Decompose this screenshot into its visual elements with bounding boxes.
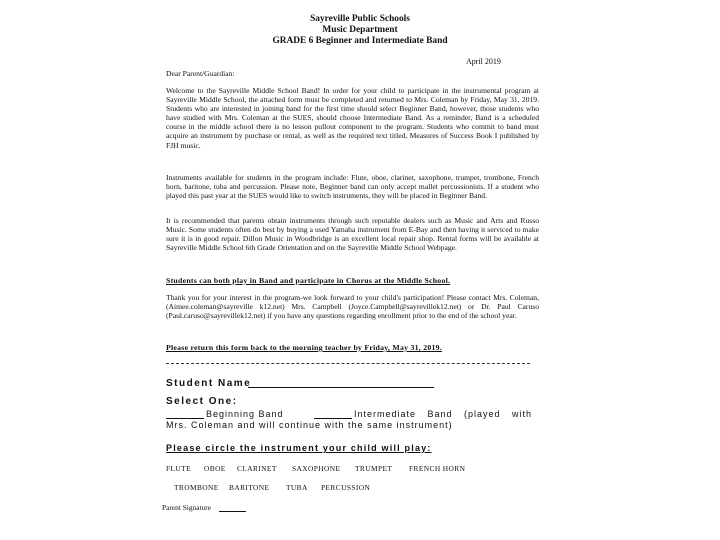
instrument-french-horn[interactable]: FRENCH HORN	[409, 464, 466, 473]
dealers-paragraph: It is recommended that parents obtain instruments through such reputable dealers such as Music and Arts and Russo Music. Some students often do best by buying a used Yamaha instrument from E-Bay and then having it serviced to make sure it is in good repair. Dillon Music in Woodbridge is an excellent local repair shop. Rental forms will be available at Sayreville Middle School 6th Grade Orientation and on the Sayreville Middle School Webpage.	[166, 216, 539, 253]
salutation: Dear Parent/Guardian:	[166, 69, 235, 78]
instrument-flute[interactable]: FLUTE	[166, 464, 191, 473]
instruments-paragraph: Instruments available for students in the program include: Flute, oboe, clarinet, saxophone, trumpet, trombone, French horn, baritone, tuba and percussion. Please note, Beginner band can only accept mallet percussionists. If a student who played this past year at the SUES would like to switch instruments, they will be placed in Beginner Band.	[166, 173, 539, 201]
chorus-note: Students can both play in Band and participate in Chorus at the Middle School.	[166, 276, 451, 285]
intermediate-band-option: Intermediate Band (played with Mrs. Coleman and will continue with the same instrument)	[166, 409, 532, 430]
parent-signature-field[interactable]	[219, 511, 246, 512]
department-name: Music Department	[322, 25, 398, 35]
school-name: Sayreville Public Schools	[310, 14, 410, 24]
select-one-label: Select One:	[166, 396, 238, 407]
instrument-percussion[interactable]: PERCUSSION	[321, 483, 371, 492]
contact-paragraph: Thank you for your interest in the program-we look forward to your child's participation! Please contact Mrs. Coleman, (Aimee.coleman@sayreville k12.net) Mrs. Campbell (Joyce.Campbell@sayrevillek12.net) or Dr. Paul Caruso (Paul.caruso@sayrevillek12.net) if you have any questions regarding enrollment prior to the end of the school year.	[166, 293, 539, 321]
instrument-oboe[interactable]: OBOE	[204, 464, 226, 473]
welcome-paragraph: Welcome to the Sayreville Middle School Band! In order for your child to participate in the instrumental program at Sayreville Middle School, the attached form must be completed and returned to Mrs. Coleman by Friday, May 31, 2019. Students who are interested in joining band for the first time should select Beginner Band, however, those students who have studied with Mrs. Coleman at the SUES, should choose Intermediate Band. As a reminder, Band is a scheduled course in the middle school there is no lesson pullout component to the program. Students who commit to band must acquire an instrument by purchase or rental, as well as the required text titled, Measures of Success Book I published by FJH music.	[166, 86, 539, 150]
cut-line	[166, 363, 530, 364]
return-note: Please return this form back to the morning teacher by Friday, May 31, 2019.	[166, 343, 442, 352]
circle-instruction: Please circle the instrument your child will play:	[166, 443, 432, 453]
instrument-trombone[interactable]: TROMBONE	[174, 483, 219, 492]
instrument-trumpet[interactable]: TRUMPET	[355, 464, 393, 473]
student-name-label: Student Name	[166, 378, 252, 389]
letter-date: April 2019	[466, 57, 501, 66]
instrument-clarinet[interactable]: CLARINET	[237, 464, 277, 473]
instrument-baritone[interactable]: BARITONE	[229, 483, 270, 492]
instrument-tuba[interactable]: TUBA	[286, 483, 308, 492]
beginner-band-option: Beginning Band	[206, 409, 284, 419]
parent-signature-label: Parent Signature	[162, 503, 212, 512]
program-title: GRADE 6 Beginner and Intermediate Band	[272, 36, 448, 46]
student-name-field[interactable]	[248, 387, 434, 388]
instrument-saxophone[interactable]: SAXOPHONE	[292, 464, 341, 473]
